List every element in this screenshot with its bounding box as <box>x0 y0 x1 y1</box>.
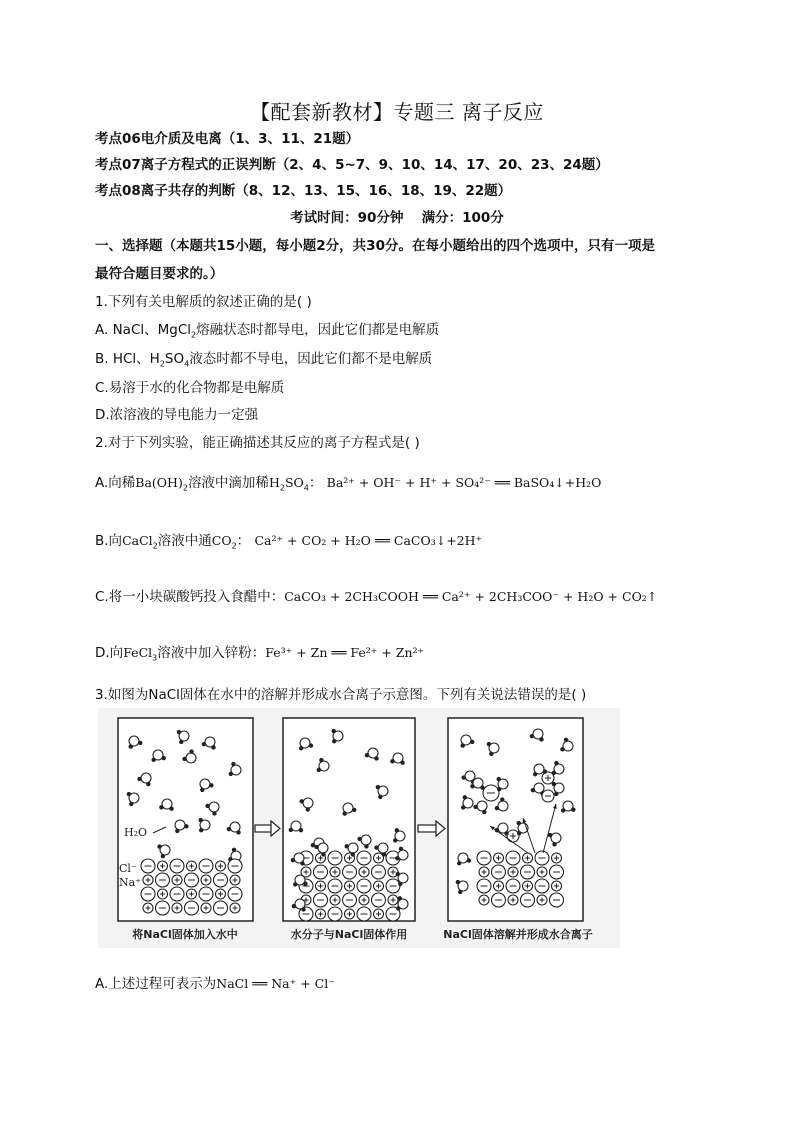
q1-b-sub2: 4 <box>184 359 190 369</box>
water-molecule <box>303 798 313 808</box>
water-molecule <box>498 801 508 811</box>
water-molecule <box>318 843 328 853</box>
q1-b-sub1: 2 <box>159 359 165 369</box>
h2o-label: H₂O <box>124 826 148 839</box>
kaodian-08: 考点08离子共存的判断（8、12、13、15、16、18、19、22题） <box>95 183 512 199</box>
q2-stem: 2.对于下列实验，能正确描述其反应的离子方程式是( ) <box>95 435 420 451</box>
section-heading-line2: 最符合题目要求的。） <box>95 266 224 282</box>
water-molecule <box>378 843 388 853</box>
water-molecule <box>465 771 475 781</box>
q3-stem: 3.如图为NaCl固体在水中的溶解并形成水合离子示意图。下列有关说法错误的是( ) <box>95 687 587 703</box>
q2-option-b: B.向CaCl$_2$溶液中通$CO_2$： Ca²⁺ + CO₂ + H₂O ══ CaCO₃↓+2H⁺ <box>95 533 483 551</box>
caption-3: NaCl固体溶解并形成水合离子 <box>443 928 593 941</box>
cl-label: Cl⁻ <box>119 862 137 875</box>
q1-b-mid: SO <box>164 351 185 367</box>
page-title: 【配套新教材】专题三 离子反应 <box>250 100 544 124</box>
q2-b-equation: Ca²⁺ + CO₂ + H₂O ══ CaCO₃↓+2H⁺ <box>254 533 483 548</box>
q2-option-d: D.向FeCl$_3$溶液中加入锌粉：Fe³⁺ + Zn ══ Fe²⁺ + Zn²⁺ <box>95 645 425 663</box>
q2-b-mid: 溶液中通 <box>157 533 212 549</box>
q1-stem: 1.下列有关电解质的叙述正确的是( ) <box>95 294 312 310</box>
q2-a-equation: Ba²⁺ + OH⁻ + H⁺ + SO₄²⁻ ══ BaSO₄↓+H₂O <box>326 475 602 490</box>
q1-a-pre: A. NaCl、MgCl <box>95 322 192 338</box>
q2-a-mid: 溶液中滴加稀 <box>187 475 269 491</box>
section-heading-line1: 一、选择题（本题共15小题，每小题2分，共30分。在每小题给出的四个选项中，只有一项是 <box>95 238 655 254</box>
water-molecule <box>209 802 219 812</box>
q2-a-acid: H <box>268 475 280 490</box>
water-molecule <box>141 773 151 783</box>
q1-b-post: 液态时都不导电，因此它们都不是电解质 <box>189 351 433 367</box>
q1-option-c: C.易溶于水的化合物都是电解质 <box>95 380 285 396</box>
q2-d-lead: D.向 <box>95 645 124 661</box>
q2-option-c <box>95 585 657 605</box>
q2-a-lead: A.向稀 <box>95 475 136 491</box>
q3-a-equation: NaCl ══ Na⁺ + Cl⁻ <box>216 976 335 991</box>
q2-c-equation: CaCO₃ + 2CH₃COOH ══ Ca²⁺ + 2CH₃COO⁻ + H₂O + CO₂↑ <box>284 589 658 604</box>
q2-a-reagent: Ba(OH) <box>135 475 183 490</box>
na-label: Na⁺ <box>119 876 141 889</box>
caption-2: 水分子与NaCl固体作用 <box>290 928 408 941</box>
q2-d-mid: 溶液中加入锌粉： <box>157 645 266 661</box>
q2-b-salt: CaCl <box>122 533 153 548</box>
q2-b-gas: CO <box>211 533 232 548</box>
water-molecule <box>551 833 561 843</box>
kaodian-06: 考点06电介质及电离（1、3、11、21题） <box>95 131 360 147</box>
water-molecule <box>477 801 487 811</box>
nacl-dissolution-figure <box>98 708 620 948</box>
water-molecule <box>348 843 358 853</box>
exam-time: 考试时间：90分钟 满分：100分 <box>290 210 504 226</box>
q1-b-pre: B. HCl、H <box>95 351 160 367</box>
q1-option-b <box>95 347 432 367</box>
q2-c-lead: C.将一小块碳酸钙投入食醋中： <box>95 589 285 605</box>
q2-d-salt: FeCl <box>123 645 153 660</box>
water-molecule <box>361 835 371 845</box>
q3-a-lead: A.上述过程可表示为 <box>95 976 217 992</box>
q2-b-lead: B.向 <box>95 533 123 549</box>
caption-1: 将NaCl固体加入水中 <box>132 928 238 941</box>
q1-a-sub: 2 <box>191 330 197 340</box>
q1-option-a <box>95 318 439 338</box>
water-molecule <box>186 753 196 763</box>
q3-option-a <box>95 972 335 992</box>
nacl-dissolution-diagram <box>98 708 620 948</box>
q2-d-equation: Fe³⁺ + Zn ══ Fe²⁺ + Zn²⁺ <box>265 645 425 660</box>
kaodian-07: 考点07离子方程式的正误判断（2、4、5~7、9、10、14、17、20、23、24题） <box>95 157 609 173</box>
water-molecule <box>200 779 210 789</box>
q1-a-post: 熔融状态时都导电，因此它们都是电解质 <box>196 322 440 338</box>
water-molecule <box>175 820 185 830</box>
q2-option-a: A.向稀$Ba(OH)_2$溶液中滴加稀$H_2SO_4$： Ba²⁺ + OH⁻ + H⁺ + SO₄²⁻ ══ BaSO₄↓+H₂O <box>95 475 602 493</box>
q1-option-d: D.浓溶液的导电能力一定强 <box>95 407 259 423</box>
